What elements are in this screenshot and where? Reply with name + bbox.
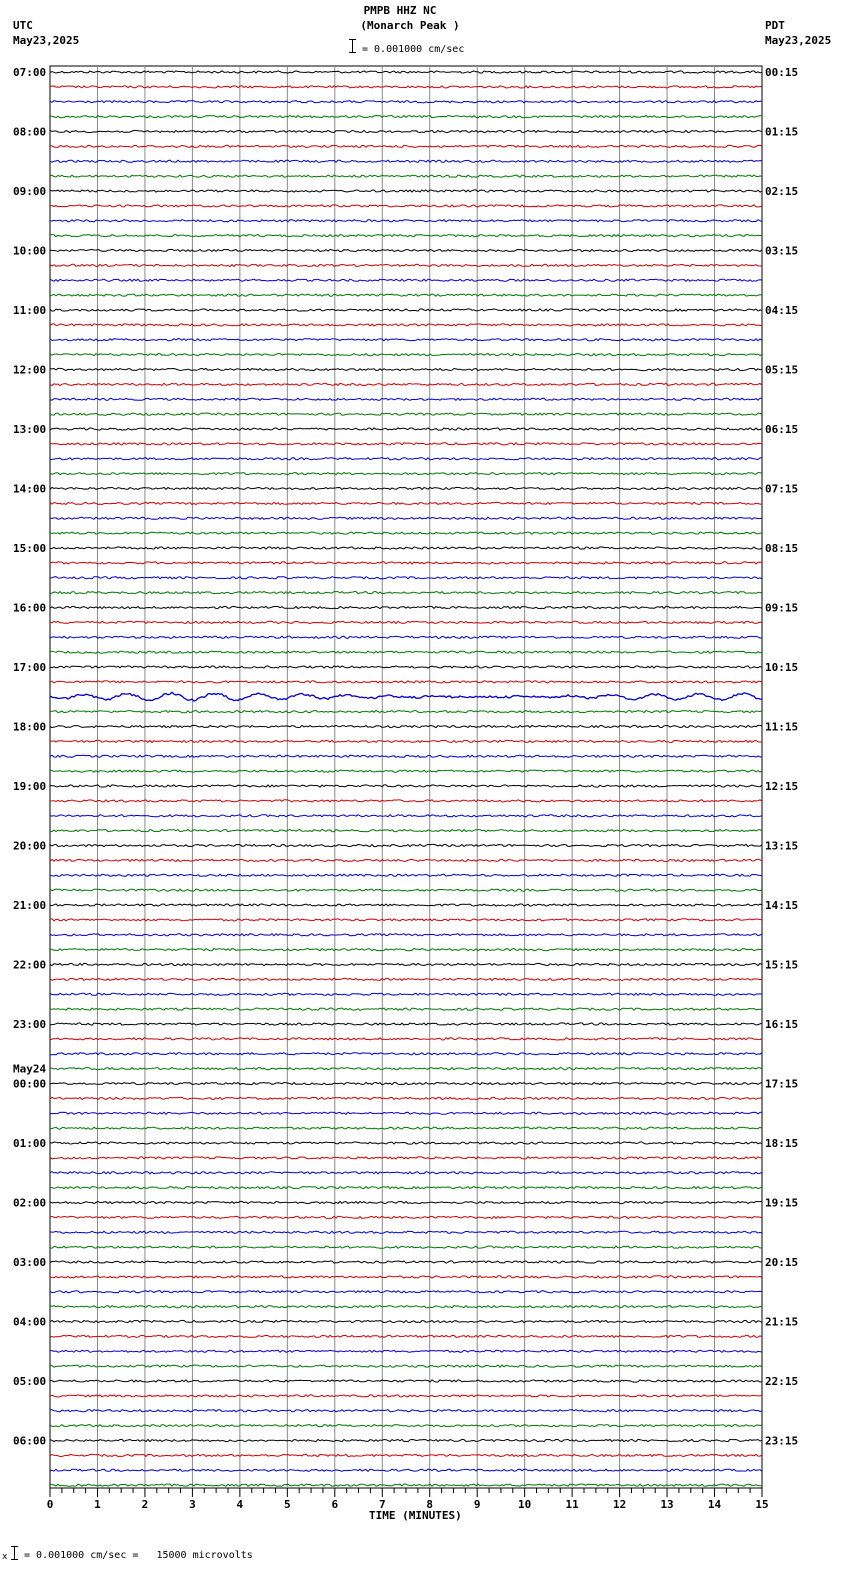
seismic-trace xyxy=(50,1127,762,1129)
site-name: (Monarch Peak ) xyxy=(360,19,460,32)
pdt-hour-label: 19:15 xyxy=(765,1196,799,1210)
pdt-hour-label: 11:15 xyxy=(765,720,799,734)
x-tick-label: 2 xyxy=(141,1498,149,1511)
utc-hour-label: 19:00 xyxy=(13,780,47,793)
seismic-trace xyxy=(50,1187,762,1189)
seismic-trace xyxy=(50,458,762,460)
seismic-trace xyxy=(50,919,762,921)
utc-hour-label: 15:00 xyxy=(13,542,47,555)
seismic-trace xyxy=(50,844,762,846)
right-date: May23,2025 xyxy=(765,34,832,47)
seismic-trace xyxy=(50,934,762,936)
left-timezone: UTC xyxy=(13,19,33,32)
utc-hour-label: 09:00 xyxy=(13,185,47,198)
seismic-trace xyxy=(50,1068,762,1070)
seismic-trace xyxy=(50,517,762,519)
seismic-trace xyxy=(50,249,762,251)
seismic-trace xyxy=(50,692,762,701)
seismic-trace xyxy=(50,800,762,802)
seismic-trace xyxy=(50,1023,762,1025)
pdt-hour-label: 06:15 xyxy=(765,423,799,436)
seismic-trace xyxy=(50,86,762,88)
seismic-trace xyxy=(50,1261,762,1263)
x-tick-label: 1 xyxy=(94,1498,101,1511)
x-tick-label: 12 xyxy=(612,1498,627,1511)
seismic-trace xyxy=(50,859,762,861)
seismic-trace xyxy=(50,651,762,653)
seismic-trace xyxy=(50,993,762,995)
utc-hour-label: 18:00 xyxy=(13,720,47,734)
x-tick-label: 7 xyxy=(378,1498,386,1511)
utc-hour-label: 05:00 xyxy=(13,1375,47,1388)
seismic-trace xyxy=(50,264,762,266)
seismic-trace xyxy=(50,681,762,683)
seismic-trace xyxy=(50,502,762,504)
seismic-trace xyxy=(50,398,762,400)
left-date: May23,2025 xyxy=(13,34,80,47)
x-tick-label: 5 xyxy=(284,1498,291,1511)
pdt-hour-label: 12:15 xyxy=(765,780,799,793)
x-tick-label: 9 xyxy=(473,1498,481,1511)
utc-hour-label: 21:00 xyxy=(13,899,47,912)
seismic-trace xyxy=(50,1454,762,1456)
seismic-trace xyxy=(50,190,762,192)
seismic-trace xyxy=(50,160,762,162)
seismic-trace xyxy=(50,220,762,222)
seismic-trace xyxy=(50,1469,762,1471)
seismic-trace xyxy=(50,1484,762,1486)
seismic-trace xyxy=(50,1038,762,1040)
seismic-trace xyxy=(50,101,762,103)
utc-hour-label: 16:00 xyxy=(13,601,47,615)
seismic-trace xyxy=(50,1142,762,1144)
station-title: PMPB HHZ NC xyxy=(363,4,437,17)
pdt-hour-label: 14:15 xyxy=(765,899,799,912)
seismic-trace xyxy=(50,309,762,311)
utc-hour-label: 20:00 xyxy=(13,839,47,853)
seismic-trace xyxy=(50,1097,762,1099)
seismic-trace xyxy=(50,130,762,132)
seismic-trace xyxy=(50,547,762,549)
seismic-trace xyxy=(50,874,762,876)
utc-hour-label: 00:00 xyxy=(13,1077,47,1091)
seismic-trace xyxy=(50,963,762,965)
scale-label: = 0.001000 cm/sec xyxy=(362,44,465,55)
seismic-trace xyxy=(50,1112,762,1114)
x-tick-label: 10 xyxy=(518,1498,532,1511)
seismic-trace xyxy=(50,636,762,638)
utc-hour-label: 11:00 xyxy=(13,304,47,317)
seismic-trace xyxy=(50,1439,762,1441)
seismic-trace xyxy=(50,740,762,742)
footer-marker: x xyxy=(2,1552,8,1562)
seismic-trace xyxy=(50,1216,762,1218)
seismic-trace xyxy=(50,354,762,356)
pdt-hour-label: 16:15 xyxy=(765,1018,799,1031)
pdt-hour-label: 03:15 xyxy=(765,244,799,258)
seismic-trace xyxy=(50,725,762,727)
utc-hour-label: 22:00 xyxy=(13,958,47,972)
seismic-trace xyxy=(50,562,762,564)
right-timezone: PDT xyxy=(765,19,785,32)
seismic-trace xyxy=(50,770,762,772)
utc-hour-label: 08:00 xyxy=(13,125,47,139)
x-tick-label: 13 xyxy=(660,1498,674,1511)
seismic-trace xyxy=(50,368,762,370)
seismic-trace xyxy=(50,904,762,906)
x-tick-label: 14 xyxy=(707,1498,722,1511)
x-tick-label: 0 xyxy=(46,1498,54,1511)
seismic-trace xyxy=(50,1291,762,1293)
x-tick-label: 8 xyxy=(426,1498,434,1511)
seismic-trace xyxy=(50,294,762,296)
seismic-trace xyxy=(50,815,762,817)
seismic-trace xyxy=(50,1172,762,1174)
utc-hour-label: 14:00 xyxy=(13,482,47,496)
seismic-trace xyxy=(50,145,762,147)
seismic-trace xyxy=(50,1306,762,1308)
seismic-trace xyxy=(50,339,762,341)
seismic-trace xyxy=(50,1350,762,1352)
seismic-trace xyxy=(50,279,762,281)
utc-hour-label: 10:00 xyxy=(13,244,47,258)
pdt-hour-label: 08:15 xyxy=(765,542,799,555)
pdt-hour-label: 00:15 xyxy=(765,66,799,79)
utc-hour-label: 07:00 xyxy=(13,66,47,79)
seismic-trace xyxy=(50,949,762,951)
pdt-hour-label: 13:15 xyxy=(765,839,799,853)
utc-hour-label: 23:00 xyxy=(13,1018,47,1031)
seismic-trace xyxy=(50,487,762,489)
seismic-trace xyxy=(50,235,762,237)
seismic-trace xyxy=(50,1231,762,1233)
seismic-trace xyxy=(50,1053,762,1055)
pdt-hour-label: 15:15 xyxy=(765,958,799,972)
utc-hour-label: 12:00 xyxy=(13,363,47,377)
seismic-trace xyxy=(50,324,762,326)
utc-hour-label: 17:00 xyxy=(13,661,47,674)
seismic-trace xyxy=(50,1157,762,1159)
utc-hour-label: 02:00 xyxy=(13,1196,47,1210)
seismic-trace xyxy=(50,532,762,534)
pdt-hour-label: 05:15 xyxy=(765,363,799,377)
pdt-hour-label: 10:15 xyxy=(765,661,799,674)
seismic-trace xyxy=(50,1008,762,1010)
seismic-trace xyxy=(50,1082,762,1084)
x-tick-label: 4 xyxy=(236,1498,244,1511)
seismic-trace xyxy=(50,1276,762,1278)
seismic-trace xyxy=(50,383,762,385)
seismic-trace xyxy=(50,1246,762,1248)
x-tick-label: 11 xyxy=(565,1498,579,1511)
pdt-hour-label: 21:15 xyxy=(765,1315,799,1329)
seismic-trace xyxy=(50,1365,762,1367)
seismic-trace xyxy=(50,592,762,594)
seismic-trace xyxy=(50,755,762,757)
pdt-hour-label: 17:15 xyxy=(765,1077,799,1091)
seismic-trace xyxy=(50,116,762,118)
seismic-trace xyxy=(50,205,762,207)
utc-hour-label: 06:00 xyxy=(13,1434,47,1448)
seismic-trace xyxy=(50,428,762,430)
seismic-trace xyxy=(50,1380,762,1382)
pdt-hour-label: 02:15 xyxy=(765,185,799,198)
seismic-trace xyxy=(50,1425,762,1427)
seismic-trace xyxy=(50,621,762,623)
seismic-trace xyxy=(50,473,762,475)
footer-scale-bar-icon xyxy=(14,1546,15,1560)
x-tick-label: 15 xyxy=(755,1498,769,1511)
seismic-trace xyxy=(50,889,762,891)
seismic-trace xyxy=(50,830,762,832)
seismic-trace xyxy=(50,711,762,713)
pdt-hour-label: 22:15 xyxy=(765,1375,799,1388)
x-tick-label: 6 xyxy=(331,1498,339,1511)
seismic-trace xyxy=(50,175,762,177)
pdt-hour-label: 18:15 xyxy=(765,1137,799,1150)
pdt-hour-label: 07:15 xyxy=(765,482,799,496)
x-tick-label: 3 xyxy=(189,1498,196,1511)
utc-hour-label: 13:00 xyxy=(13,423,47,436)
utc-hour-label: 03:00 xyxy=(13,1256,47,1269)
seismic-trace xyxy=(50,785,762,787)
seismic-trace xyxy=(50,71,762,73)
utc-date-change-label: May24 xyxy=(13,1062,47,1076)
seismic-trace xyxy=(50,577,762,579)
seismic-trace xyxy=(50,1201,762,1203)
pdt-hour-label: 23:15 xyxy=(765,1434,799,1448)
pdt-hour-label: 20:15 xyxy=(765,1256,799,1269)
seismic-trace xyxy=(50,666,762,668)
footer-scale-text: = 0.001000 cm/sec = 15000 microvolts xyxy=(24,1550,253,1561)
utc-hour-label: 04:00 xyxy=(13,1315,47,1329)
seismic-trace xyxy=(50,1320,762,1322)
seismic-trace xyxy=(50,1335,762,1337)
x-axis-label: TIME (MINUTES) xyxy=(369,1509,462,1522)
pdt-hour-label: 09:15 xyxy=(765,601,799,615)
pdt-hour-label: 04:15 xyxy=(765,304,799,317)
seismic-trace xyxy=(50,1410,762,1412)
seismic-trace xyxy=(50,606,762,608)
seismic-trace xyxy=(50,978,762,980)
seismic-trace xyxy=(50,1395,762,1397)
seismic-trace xyxy=(50,413,762,415)
utc-hour-label: 01:00 xyxy=(13,1137,47,1150)
pdt-hour-label: 01:15 xyxy=(765,125,799,139)
seismic-trace xyxy=(50,443,762,445)
